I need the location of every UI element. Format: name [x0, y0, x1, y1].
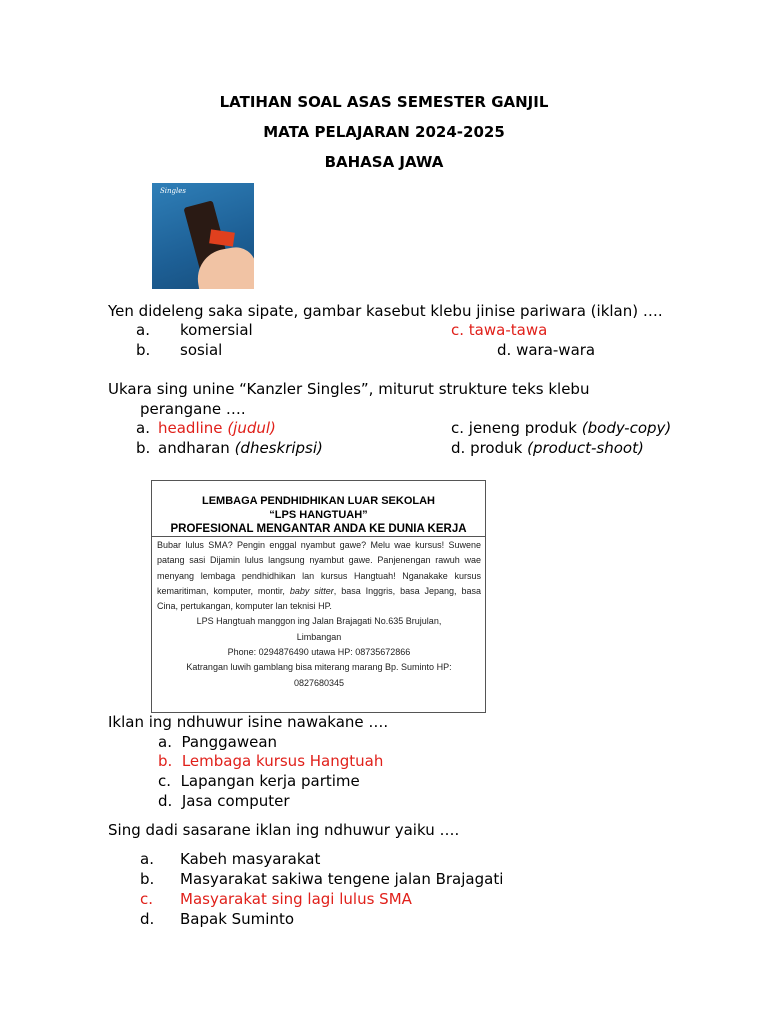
q4-c-text: Masyarakat sing lagi lulus SMA — [180, 890, 412, 908]
lps-ad-box — [151, 480, 486, 713]
q2-b-letter: b. — [136, 439, 151, 457]
q3-b-option — [158, 752, 383, 770]
q4-b-text: Masyarakat sakiwa tengene jalan Brajagati — [180, 870, 504, 888]
ad-body-end: , basa Inggris, basa Jepang, basa Cina, pertukangan, komputer lan teknisi HP. — [157, 585, 481, 612]
ad-address-2: Limbangan — [296, 631, 342, 642]
q4-question: Sing dadi sasarane iklan ing ndhuwur yaiku …. — [108, 821, 460, 839]
q2-c-term: (body-copy) — [581, 419, 672, 437]
q3-a-text: Panggawean — [181, 733, 278, 751]
q3-c-option — [158, 772, 360, 790]
q2-a-letter: a. — [136, 419, 150, 437]
title-line-1: LATIHAN SOAL ASAS SEMESTER GANJIL — [219, 93, 549, 111]
q3-b-text: Lembaga kursus Hangtuah — [181, 752, 384, 770]
q2-a-term: (judul) — [227, 419, 276, 437]
ad-title-2: “LPS HANGTUAH” — [269, 509, 368, 521]
q1-a-text: komersial — [180, 321, 253, 339]
q3-b-letter: b. — [158, 752, 173, 770]
q2-d-term: (product-shoot) — [527, 439, 644, 457]
q2-question-line1: Ukara sing unine “Kanzler Singles”, miturut strukture teks klebu — [108, 380, 590, 398]
q1-c-letter: c. — [451, 321, 465, 339]
q4-d-letter: d. — [140, 910, 155, 928]
q2-c-text: jeneng produk — [468, 419, 577, 437]
ad-divider — [152, 536, 485, 537]
q4-b-letter: b. — [140, 870, 155, 888]
q3-d-letter: d. — [158, 792, 173, 810]
product-logo: Singles — [160, 187, 186, 195]
q1-d-text: wara-wara — [516, 341, 596, 359]
q4-d-text: Bapak Suminto — [180, 910, 295, 928]
q1-question: Yen dideleng saka sipate, gambar kasebut klebu jinise pariwara (iklan) …. — [108, 302, 663, 320]
q4-a-text: Kabeh masyarakat — [180, 850, 321, 868]
ad-title-1: LEMBAGA PENDHIDHIKAN LUAR SEKOLAH — [201, 495, 436, 507]
title-line-2: MATA PELAJARAN 2024-2025 — [263, 123, 505, 141]
q1-d-option — [497, 341, 595, 359]
q1-b-letter: b. — [136, 341, 151, 359]
q4-c-letter: c. — [140, 890, 154, 908]
q2-d-option — [451, 439, 644, 457]
q2-d-letter: d. — [451, 439, 466, 457]
ad-phone: Phone: 0294876490 utawa HP: 08735672866 — [227, 647, 411, 658]
q3-c-letter: c. — [158, 772, 172, 790]
ad-info-2: 0827680345 — [293, 677, 345, 688]
ad-body-italic: baby sitter — [289, 585, 334, 596]
q3-c-text: Lapangan kerja partime — [180, 772, 360, 790]
title-line-3: BAHASA JAWA — [324, 153, 444, 171]
q1-d-letter: d. — [497, 341, 512, 359]
q1-c-text: tawa-tawa — [468, 321, 548, 339]
q1-c-option — [451, 321, 547, 339]
q3-question: Iklan ing ndhuwur isine nawakane …. — [108, 713, 389, 731]
ad-body — [157, 538, 481, 691]
q4-a-letter: a. — [140, 850, 154, 868]
q2-d-text: produk — [470, 439, 523, 457]
q3-d-text: Jasa computer — [181, 792, 290, 810]
q2-a-option — [158, 419, 276, 437]
ad-info-1: Katrangan luwih gamblang bisa miterang marang Bp. Suminto HP: — [186, 662, 452, 673]
ad-address-1: LPS Hangtuah manggon ing Jalan Brajagati No.635 Brujulan, — [196, 616, 442, 627]
ad-body-text: Bubar lulus SMA? Pengin enggal nyambut gawe? Melu wae kursus! Suwene patang sasi Dijamin lulus langsung nyambut gawe. Panjenengan rawuh wae menyang lembaga pendhidhikan lan kursus Hangtuah! Nganakake kursus kemaritiman, komputer, montir, — [157, 540, 481, 596]
ad-title-3: PROFESIONAL MENGANTAR ANDA KE DUNIA KERJA — [170, 523, 467, 535]
q2-a-text: headline — [158, 419, 223, 437]
ad-header — [152, 494, 485, 536]
q3-d-option — [158, 792, 290, 810]
q1-a-letter: a. — [136, 321, 150, 339]
ad-body-paragraph — [157, 538, 481, 614]
q2-b-term: (dheskripsi) — [234, 439, 323, 457]
q2-c-letter: c. — [451, 419, 465, 437]
q2-b-option — [158, 439, 323, 457]
q3-a-letter: a. — [158, 733, 172, 751]
q1-b-text: sosial — [180, 341, 223, 359]
q3-a-option — [158, 733, 277, 751]
q2-c-option — [451, 419, 671, 437]
product-ad-image — [152, 183, 254, 289]
q2-b-text: andharan — [158, 439, 230, 457]
q2-question-line2: perangane …. — [140, 400, 246, 418]
